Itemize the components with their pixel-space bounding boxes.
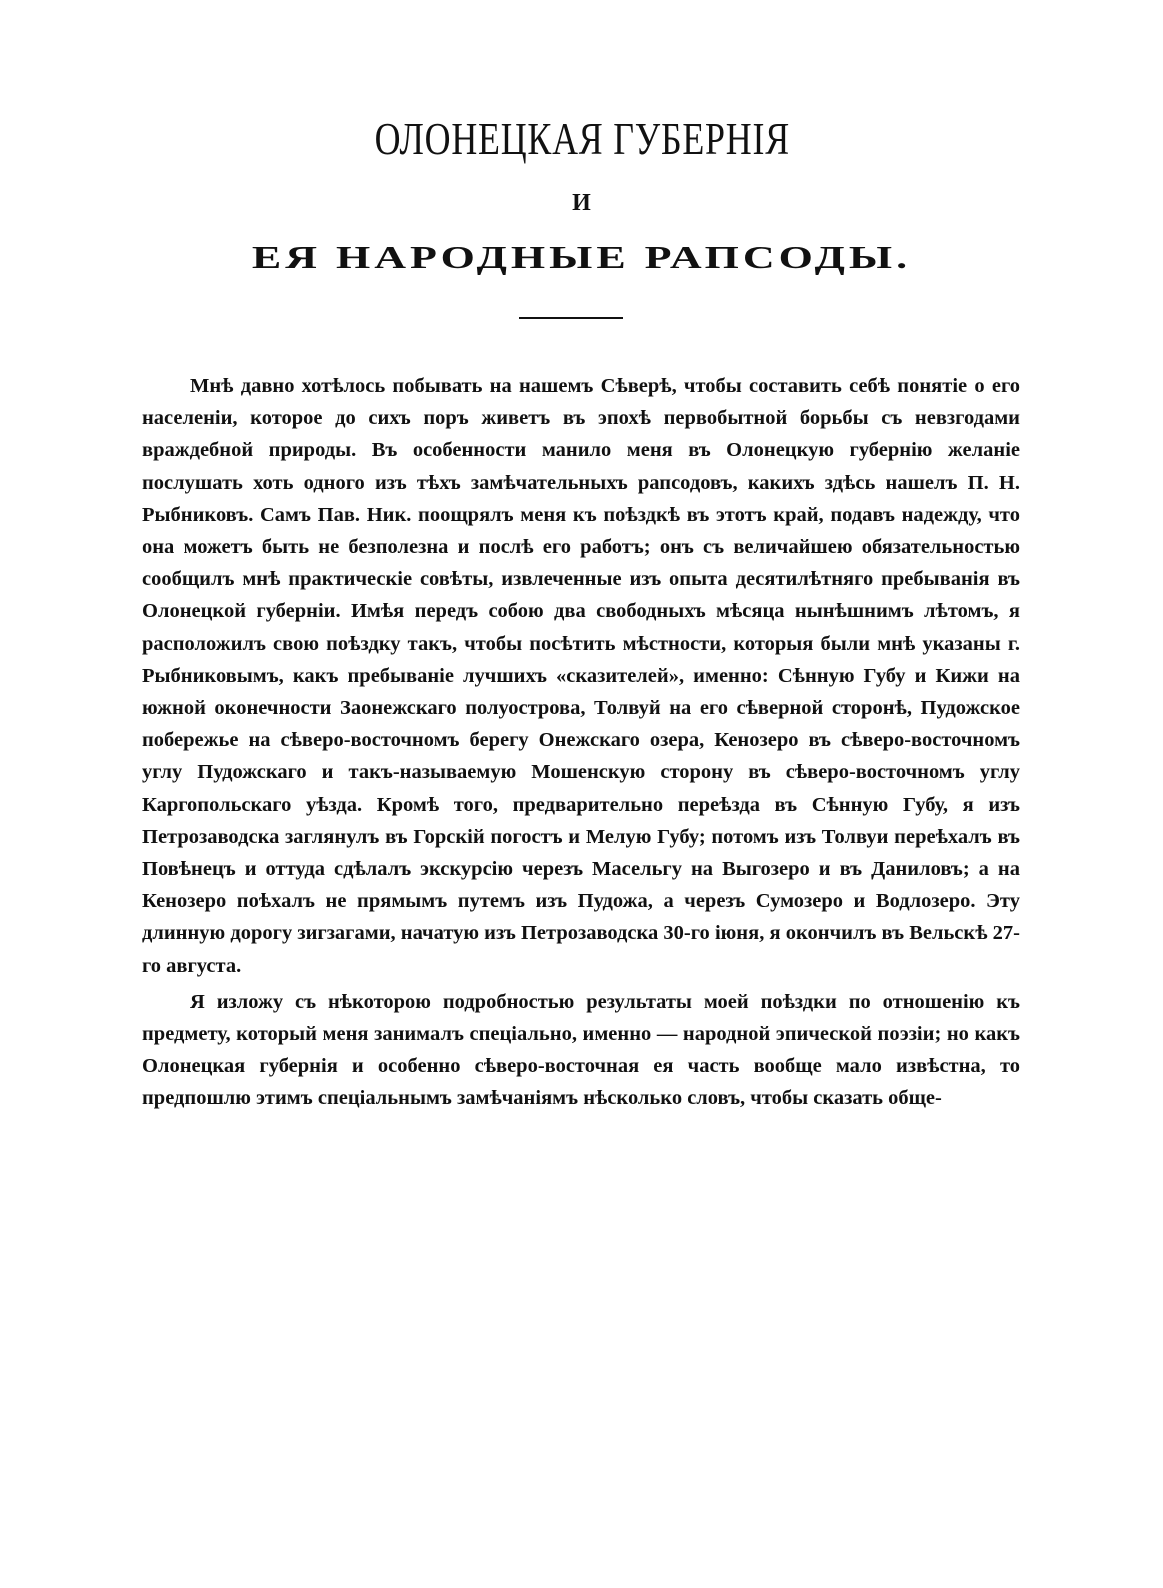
body-text (142, 370, 1020, 1119)
title-conjunction: И (572, 190, 591, 216)
page-title: ОЛОНЕЦКАЯ ГУБЕРНІЯ (374, 113, 790, 164)
paragraph-2: Я изложу съ нѣкоторою подробностью результаты моей поѣздки по отношенію къ предмету, который меня занималъ спеціально, именно — народной эпической поэзіи; но какъ Олонецкая губернія и особенно сѣверо-восточная ея часть вообще мало извѣстна, то предпошлю этимъ спеціальнымъ замѣчаніямъ нѣсколько словъ, чтобы сказать обще- (142, 990, 1020, 1110)
paragraph-1: Мнѣ давно хотѣлось побывать на нашемъ Сѣверѣ, чтобы составить себѣ понятіе о его населеніи, которое до сихъ поръ живетъ въ эпохѣ первобытной борьбы съ невзгодами враждебной природы. Въ особенности манило меня въ Олонецкую губернію желаніе послушать хоть одного изъ тѣхъ замѣчательныхъ рапсодовъ, какихъ здѣсь нашелъ П. Н. Рыбниковъ. Самъ Пав. Ник. поощрялъ меня къ поѣздкѣ въ этотъ край, подавъ надежду, что она можетъ быть не безполезна и послѣ его работъ; онъ съ величайшею обязательностью сообщилъ мнѣ практическіе совѣты, извлеченные изъ опыта десятилѣтняго пребыванія въ Олонецкой губерніи. Имѣя передъ собою два свободныхъ мѣсяца нынѣшнимъ лѣтомъ, я расположилъ свою поѣздку такъ, чтобы посѣтить мѣстности, которыя были мнѣ указаны г. Рыбниковымъ, какъ пребываніе лучшихъ «сказителей», именно: Сѣнную Губу и Кижи на южной оконечности Заонежскаго полуострова, Толвуй на его сѣверной сторонѣ, Пудожское побережье на сѣверо-восточномъ берегу Онежскаго озера, Кенозеро въ сѣверо-восточномъ углу Пудожскаго и такъ-называемую Мошенскую сторону въ сѣверо-восточномъ углу Каргопольскаго уѣзда. Кромѣ того, предварительно переѣзда въ Сѣнную Губу, я изъ Петрозаводска заглянулъ въ Горскій погостъ и Мелую Губу; потомъ изъ Толвуи переѣхалъ въ Повѣнецъ и оттуда сдѣлалъ экскурсію черезъ Масельгу на Выгозеро и въ Даниловъ; а на Кенозеро поѣхалъ не прямымъ путемъ изъ Пудожа, а черезъ Сумозеро и Водлозеро. Эту длинную дорогу зигзагами, начатую изъ Петрозаводска 30-го іюня, я окончилъ въ Вельскѣ 27-го августа. (142, 375, 1020, 977)
page-subtitle: ЕЯ НАРОДНЫЕ РАПСОДЫ. (251, 239, 912, 276)
title-divider (519, 317, 623, 319)
